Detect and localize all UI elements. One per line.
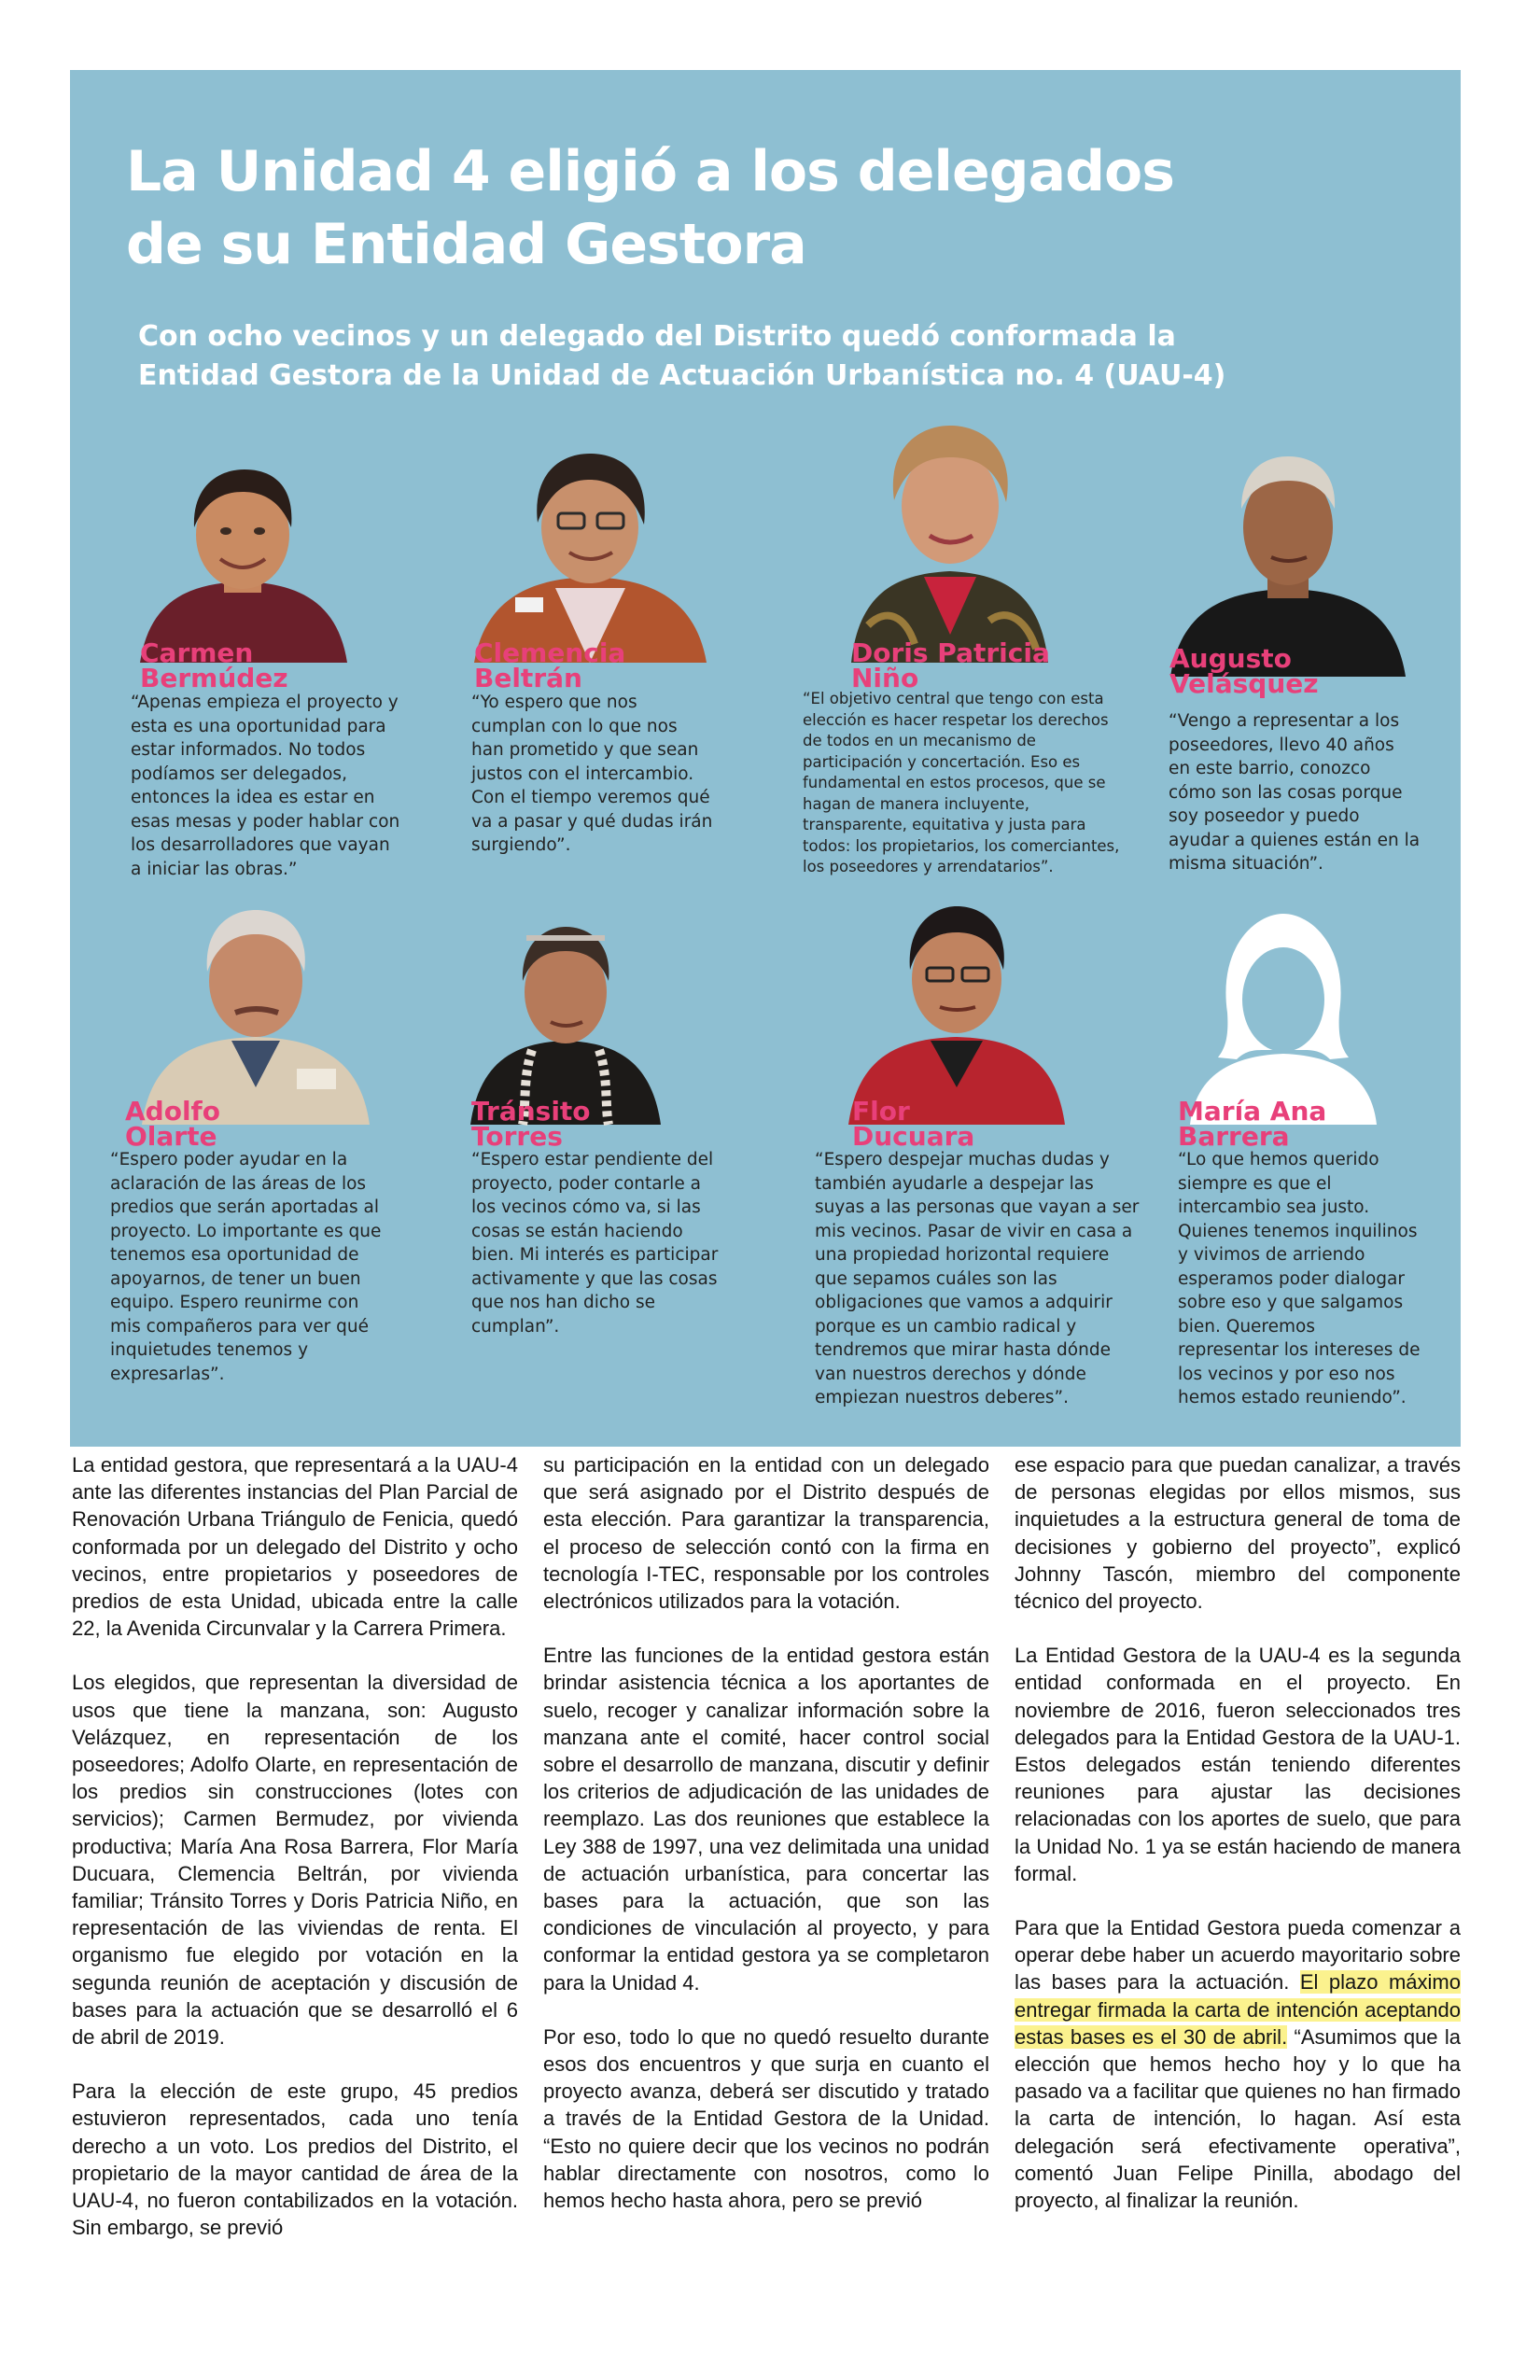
page-title: La Unidad 4 eligió a los delegados de su Entidad Gestora <box>126 139 1174 277</box>
article-paragraph: La entidad gestora, que representará a la UAU-4 ante las diferentes instancias del Plan Parcial de Renovación Urbana Triángulo de Fenicia, quedó conformada por un delegado del Distrito y ocho vecinos, entre propietarios y poseedores de predios de esta Unidad, ubicada entre la calle 22, la Avenida Circunvalar y la Carrera Primera. <box>72 1453 518 1641</box>
delegate-name: Doris Patricia Niño <box>851 637 1050 693</box>
delegate-quote: “Yo espero que nos cumplan con lo que nos han prometido y que sean justos con el intercambio. Con el tiempo veremos qué va a pasar y qué dudas irán surgiendo”. <box>471 693 713 855</box>
article-paragraph: Los elegidos, que representan la diversidad de usos que tiene la manzana, son: Augusto Velázquez, en representación de los poseedores; Adolfo Olarte, en representación de los predios sin construcciones (lotes con servicios); Carmen Bermudez, por vivienda productiva; María Ana Rosa Barrera, Flor María Ducuara, Clemencia Beltrán, por vivienda familiar; Tránsito Torres y Doris Patricia Niño, en representación de las viviendas de renta. El organismo fue elegido por votación en la segunda reunión de aceptación y discusión de bases para la actuación que se desarrolló el 6 de abril de 2019. <box>72 1671 518 2050</box>
delegate-quote: “Espero poder ayudar en la aclaración de las áreas de los predios que serán aportadas al proyecto. Lo importante es que tenemos esa oportunidad de apoyarnos, de tener un buen equipo. Espero reunirme con mis compañeros para ver qué inquietudes tenemos y expresarlas”. <box>110 1150 382 1384</box>
delegate-photo-clemencia <box>467 448 714 663</box>
delegate-quote: “Vengo a representar a los poseedores, llevo 40 años en este barrio, conozco cómo son las cosas porque soy poseedor y puedo ayudar a quienes están en la misma situación”. <box>1169 711 1421 874</box>
delegate-name: Flor Ducuara <box>852 1096 975 1152</box>
article-paragraph: Para la elección de este grupo, 45 predios estuvieron representados, cada uno tenía derecho a un voto. Los predios del Distrito, el propietario de la mayor cantidad de área de la UAU-4, no fueron contabilizados en la votación. Sin embargo, se previó <box>72 2079 518 2240</box>
highlighted-deadline: El plazo máximo entregar firmada la carta de intención aceptando estas bases es el 30 de abril. <box>1015 1970 1461 2049</box>
delegate-name: María Ana Barrera <box>1178 1096 1327 1152</box>
article-paragraph: Por eso, todo lo que no quedó resuelto durante esos dos encuentros y que surja en cuanto el proyecto avanza, deberá ser discutido y tratado a través de la Entidad Gestora de la Unidad. “Esto no quiere decir que los vecinos no podrán hablar directamente con nosotros, como lo hemos hecho hasta ahora, pero se previó <box>543 2024 989 2213</box>
article-column-1 <box>72 1451 518 2268</box>
page-subtitle: Con ocho vecinos y un delegado del Distrito quedó conformada la Entidad Gestora de la Unidad de Actuación Urbanística no. 4 (UAU-4) <box>138 320 1226 392</box>
delegate-photo-flor <box>845 901 1069 1125</box>
delegate-quote: “Lo que hemos querido siempre es que el intercambio sea justo. Quienes tenemos inquilinos y vivimos de arriendo esperamos poder dialogar sobre eso y que salgamos bien. Queremos representar los intereses de los vecinos y por eso nos hemos estado reuniendo”. <box>1178 1150 1421 1407</box>
article-paragraph: Entre las funciones de la entidad gestora están brindar asistencia técnica a los aportantes de suelo, recoger y canalizar información sobre la manzana ante el comité, hacer control social sobre el desarrollo de manzana, discutir y definir los criterios de adjudicación de las unidades de reemplazo. Las dos reuniones que establece la Ley 388 de 1997, una vez delimitada una unidad de actuación urbanística, para concertar las bases para la actuación, que son las condiciones de vinculación al proyecto, y para conformar la entidad gestora ya se completaron para la Unidad 4. <box>543 1644 989 1995</box>
article-paragraph: Para que la Entidad Gestora pueda comenzar a operar debe haber un acuerdo mayoritario sobre las bases para la actuación. El plazo máximo entregar firmada la carta de intención aceptando estas bases es el 30 de abril. “Asumimos que la elección que hemos hecho hoy y lo que ha pasado va a facilitar que quienes no han firmado la carta de intención, lo hagan. Así esta delegación será efectivamente operativa”, comentó Juan Felipe Pinilla, abodago del proyecto, al finalizar la reunión. <box>1015 1916 1461 2213</box>
delegate-quote: “Espero despejar muchas dudas y también ayudarle a despejar las suyas a las personas que vayan a ser mis vecinos. Pasar de vivir en casa a una propiedad horizontal requiere que sepamos cuáles son las obligaciones que vamos a adquirir porque es un cambio radical y tendremos que mirar hasta dónde van nuestros derechos y dónde empiezan nuestros deberes”. <box>815 1150 1140 1407</box>
delegate-photo-transito <box>467 919 665 1125</box>
delegate-quote: “El objetivo central que tengo con esta elección es hacer respetar los derechos de todos en un mecanismo de participación y concertación. Eso es fundamental en estos procesos, que se hagan de manera incluyente, transparente, equitativa y justa para todos: los propietarios, los comerciantes, los poseedores y arrendatarios”. <box>803 690 1120 875</box>
article-paragraph: ese espacio para que puedan canalizar, a través de personas elegidas por ellos mismos, sus inquietudes a la estructura general de toma de decisiones y gobierno del proyecto”, explicó Johnny Tascón, miembro del componente técnico del proyecto. <box>1015 1453 1461 1614</box>
delegate-photo-doris <box>849 420 1050 663</box>
delegate-name: Clemencia Beltrán <box>474 637 626 693</box>
delegate-photo-augusto <box>1167 443 1409 677</box>
delegate-photo-adolfo <box>138 901 373 1125</box>
delegate-name: Adolfo Olarte <box>125 1096 220 1152</box>
article-paragraph: su participación en la entidad con un delegado que será asignado por el Distrito después de esta elección. Para garantizar la transparencia, el proceso de selección contó con la firma en tecnología I-TEC, responsable por los controles electrónicos utilizados para la votación. <box>543 1453 989 1614</box>
delegate-name: Augusto Velásquez <box>1169 643 1319 699</box>
article-column-3 <box>1015 1451 1461 2241</box>
article-column-2 <box>543 1451 989 2241</box>
delegate-quote: “Apenas empieza el proyecto y esta es una oportunidad para estar informados. No todos podíamos ser delegados, entonces la idea es estar en esas mesas y poder hablar con los desarrolladores que vayan a iniciar las obras.” <box>131 693 400 879</box>
person-silhouette-icon <box>1190 910 1377 1125</box>
delegate-name: Tránsito Torres <box>471 1096 591 1152</box>
article-paragraph: La Entidad Gestora de la UAU-4 es la segunda entidad conformada en el proyecto. En noviembre de 2016, fueron seleccionados tres delegados para la Entidad Gestora de la UAU-1. Estos delegados están teniendo diferentes reuniones para ajustar las decisiones relacionadas con los aportes de suelo, que para la Unidad No. 1 ya se están haciendo de manera formal. <box>1015 1644 1461 1885</box>
delegate-photo-carmen <box>131 462 355 663</box>
delegate-name: Carmen Bermúdez <box>140 637 288 693</box>
delegate-quote: “Espero estar pendiente del proyecto, poder contarle a los vecinos cómo va, si las cosas se están haciendo bien. Mi interés es participar activamente y que las cosas que nos han dicho se cumplan”. <box>471 1150 719 1337</box>
